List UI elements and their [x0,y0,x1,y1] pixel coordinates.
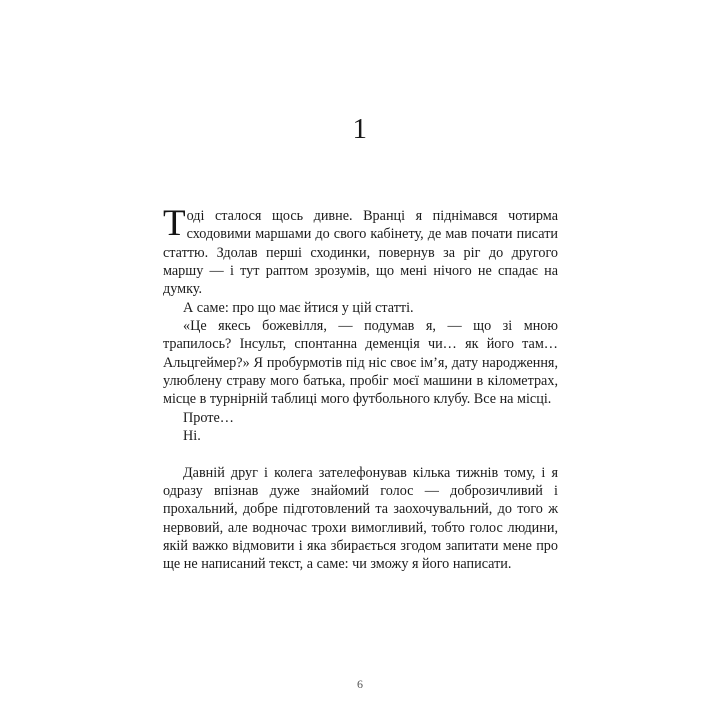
paragraph-inner-monologue: «Це якесь божевілля, — подумав я, — що зі мною трапилось? Інсульт, спонтанна деменція чи… як його там… Альцгеймер?» Я пробурмотів під ніс своє ім’я, дату народження, улюблену страву мого батька, пробіг моєї машини в кілометрах, місце в турнірній таблиці мого футбольного клубу. Все на місці. [163,318,558,408]
page-number: 6 [357,677,363,691]
paragraph-phone-call: Давній друг і колега зателефонував кілька тижнів тому, і я одразу впізнав дуже знайомий голос — доброзичливий і прохальний, добре підготовлений та заохочувальний, до того ж нервовий, але водночас трохи вимогливий, тобто голос людини, якій важко відмовити і яка збирається згодом запитати мене про ще не написаний текст, а саме: чи зможу я його написати. [163,464,558,573]
paragraph-no: Ні. [183,428,201,445]
chapter-number: 1 [352,113,368,145]
paragraph-however: Проте… [183,409,234,426]
body-text-column [163,203,558,574]
paragraph-opening: Тоді сталося щось дивне. Вранці я піднімався чотирма сходовими маршами до свого кабінету, де мав почати писати статтю. Здолав перші сходинки, повернув за ріг до другого маршу — і тут раптом зрозумів, що мені нічого не спадає на думку. [163,203,558,298]
paragraph-article-topic: А саме: про що має йтися у цій статті. [183,299,414,316]
